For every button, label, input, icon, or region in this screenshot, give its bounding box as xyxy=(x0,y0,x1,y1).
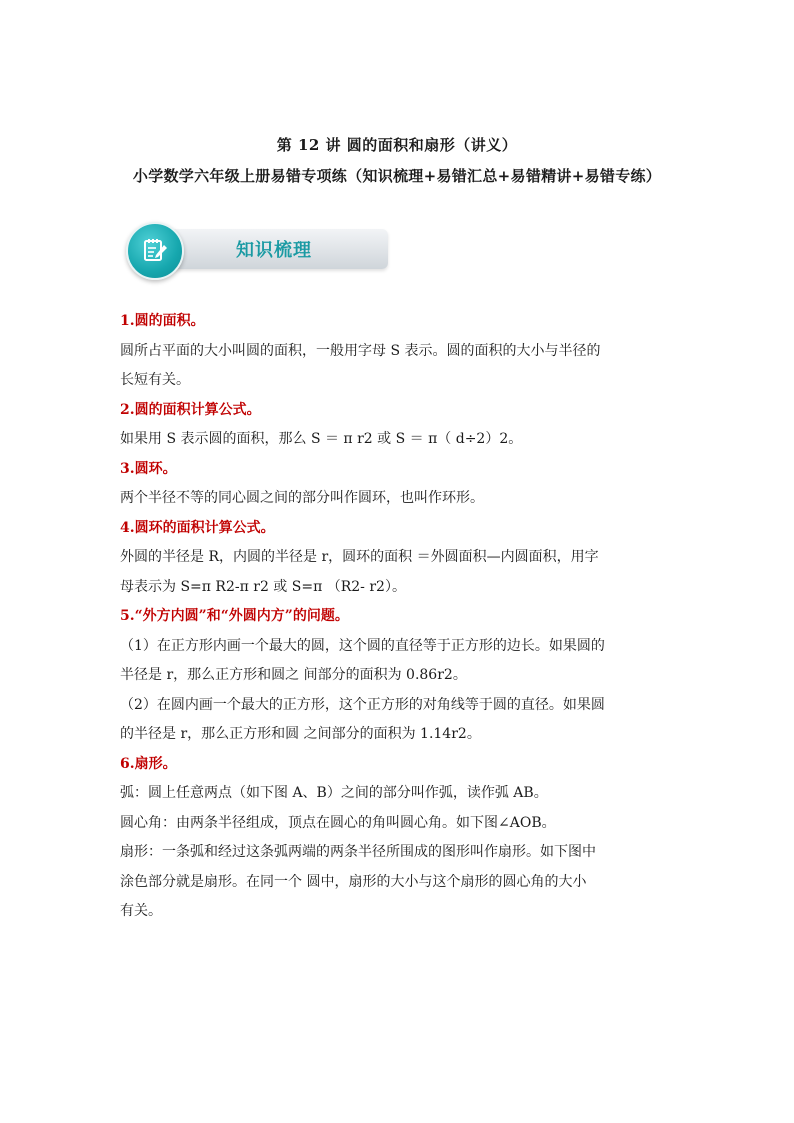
content-body xyxy=(120,307,680,927)
paragraph-line: 弧：圆上任意两点（如下图 A、B）之间的部分叫作弧，读作弧 AB。 xyxy=(120,785,548,801)
section-2 xyxy=(120,396,680,455)
section-heading: 6.扇形。 xyxy=(120,755,177,772)
paragraph-line: （2）在圆内画一个最大的正方形，这个正方形的对角线等于圆的直径。如果圆 xyxy=(120,696,605,713)
notepad-pencil-icon xyxy=(141,236,169,264)
banner-badge xyxy=(126,222,184,280)
paragraph-line: 的半径是 r，那么正方形和圆 之间部分的面积为 1.14r2。 xyxy=(120,726,481,742)
banner-label: 知识梳理 xyxy=(236,240,312,261)
paragraph-line: （1）在正方形内画一个最大的圆，这个圆的直径等于正方形的边长。如果圆的 xyxy=(120,637,605,654)
page-subtitle: 小学数学六年级上册易错专项练（知识梳理+易错汇总+易错精讲+易错专练） xyxy=(132,167,662,185)
section-3 xyxy=(120,455,680,514)
section-heading: 4.圆环的面积计算公式。 xyxy=(120,519,275,536)
paragraph-line: 涂色部分就是扇形。在同一个 圆中，扇形的大小与这个扇形的圆心角的大小 xyxy=(120,873,587,890)
paragraph-line: 母表示为 S=π R2-π r2 或 S=π （R2- r2）。 xyxy=(120,578,406,595)
section-4 xyxy=(120,514,680,603)
paragraph-line: 有关。 xyxy=(120,903,162,919)
section-heading: 2.圆的面积计算公式。 xyxy=(120,401,261,418)
paragraph-line: 如果用 S 表示圆的面积，那么 S ＝ π r2 或 S ＝ π（ d÷2）2。 xyxy=(120,431,523,447)
section-heading: 3.圆环。 xyxy=(120,460,177,477)
paragraph-line: 半径是 r，那么正方形和圆之 间部分的面积为 0.86r2。 xyxy=(120,667,467,683)
page-title: 第 12 讲 圆的面积和扇形（讲义） xyxy=(276,136,518,154)
paragraph-line: 长短有关。 xyxy=(120,372,190,388)
paragraph-line: 两个半径不等的同心圆之间的部分叫作圆环，也叫作环形。 xyxy=(120,490,484,506)
section-heading: 5.“外方内圆”和“外圆内方”的问题。 xyxy=(120,608,349,624)
paragraph-line: 圆所占平面的大小叫圆的面积，一般用字母 S 表示。圆的面积的大小与半径的 xyxy=(120,342,601,359)
section-heading: 1.圆的面积。 xyxy=(120,313,205,329)
section-banner xyxy=(126,224,390,274)
section-1 xyxy=(120,307,680,396)
paragraph-line: 圆心角：由两条半径组成，顶点在圆心的角叫圆心角。如下图∠AOB。 xyxy=(120,814,556,831)
paragraph-line: 外圆的半径是 R，内圆的半径是 r，圆环的面积 ＝外圆面积—内圆面积，用字 xyxy=(120,549,599,565)
section-6 xyxy=(120,750,680,927)
paragraph-line: 扇形：一条弧和经过这条弧两端的两条半径所围成的图形叫作扇形。如下图中 xyxy=(120,844,596,860)
section-5 xyxy=(120,602,680,750)
